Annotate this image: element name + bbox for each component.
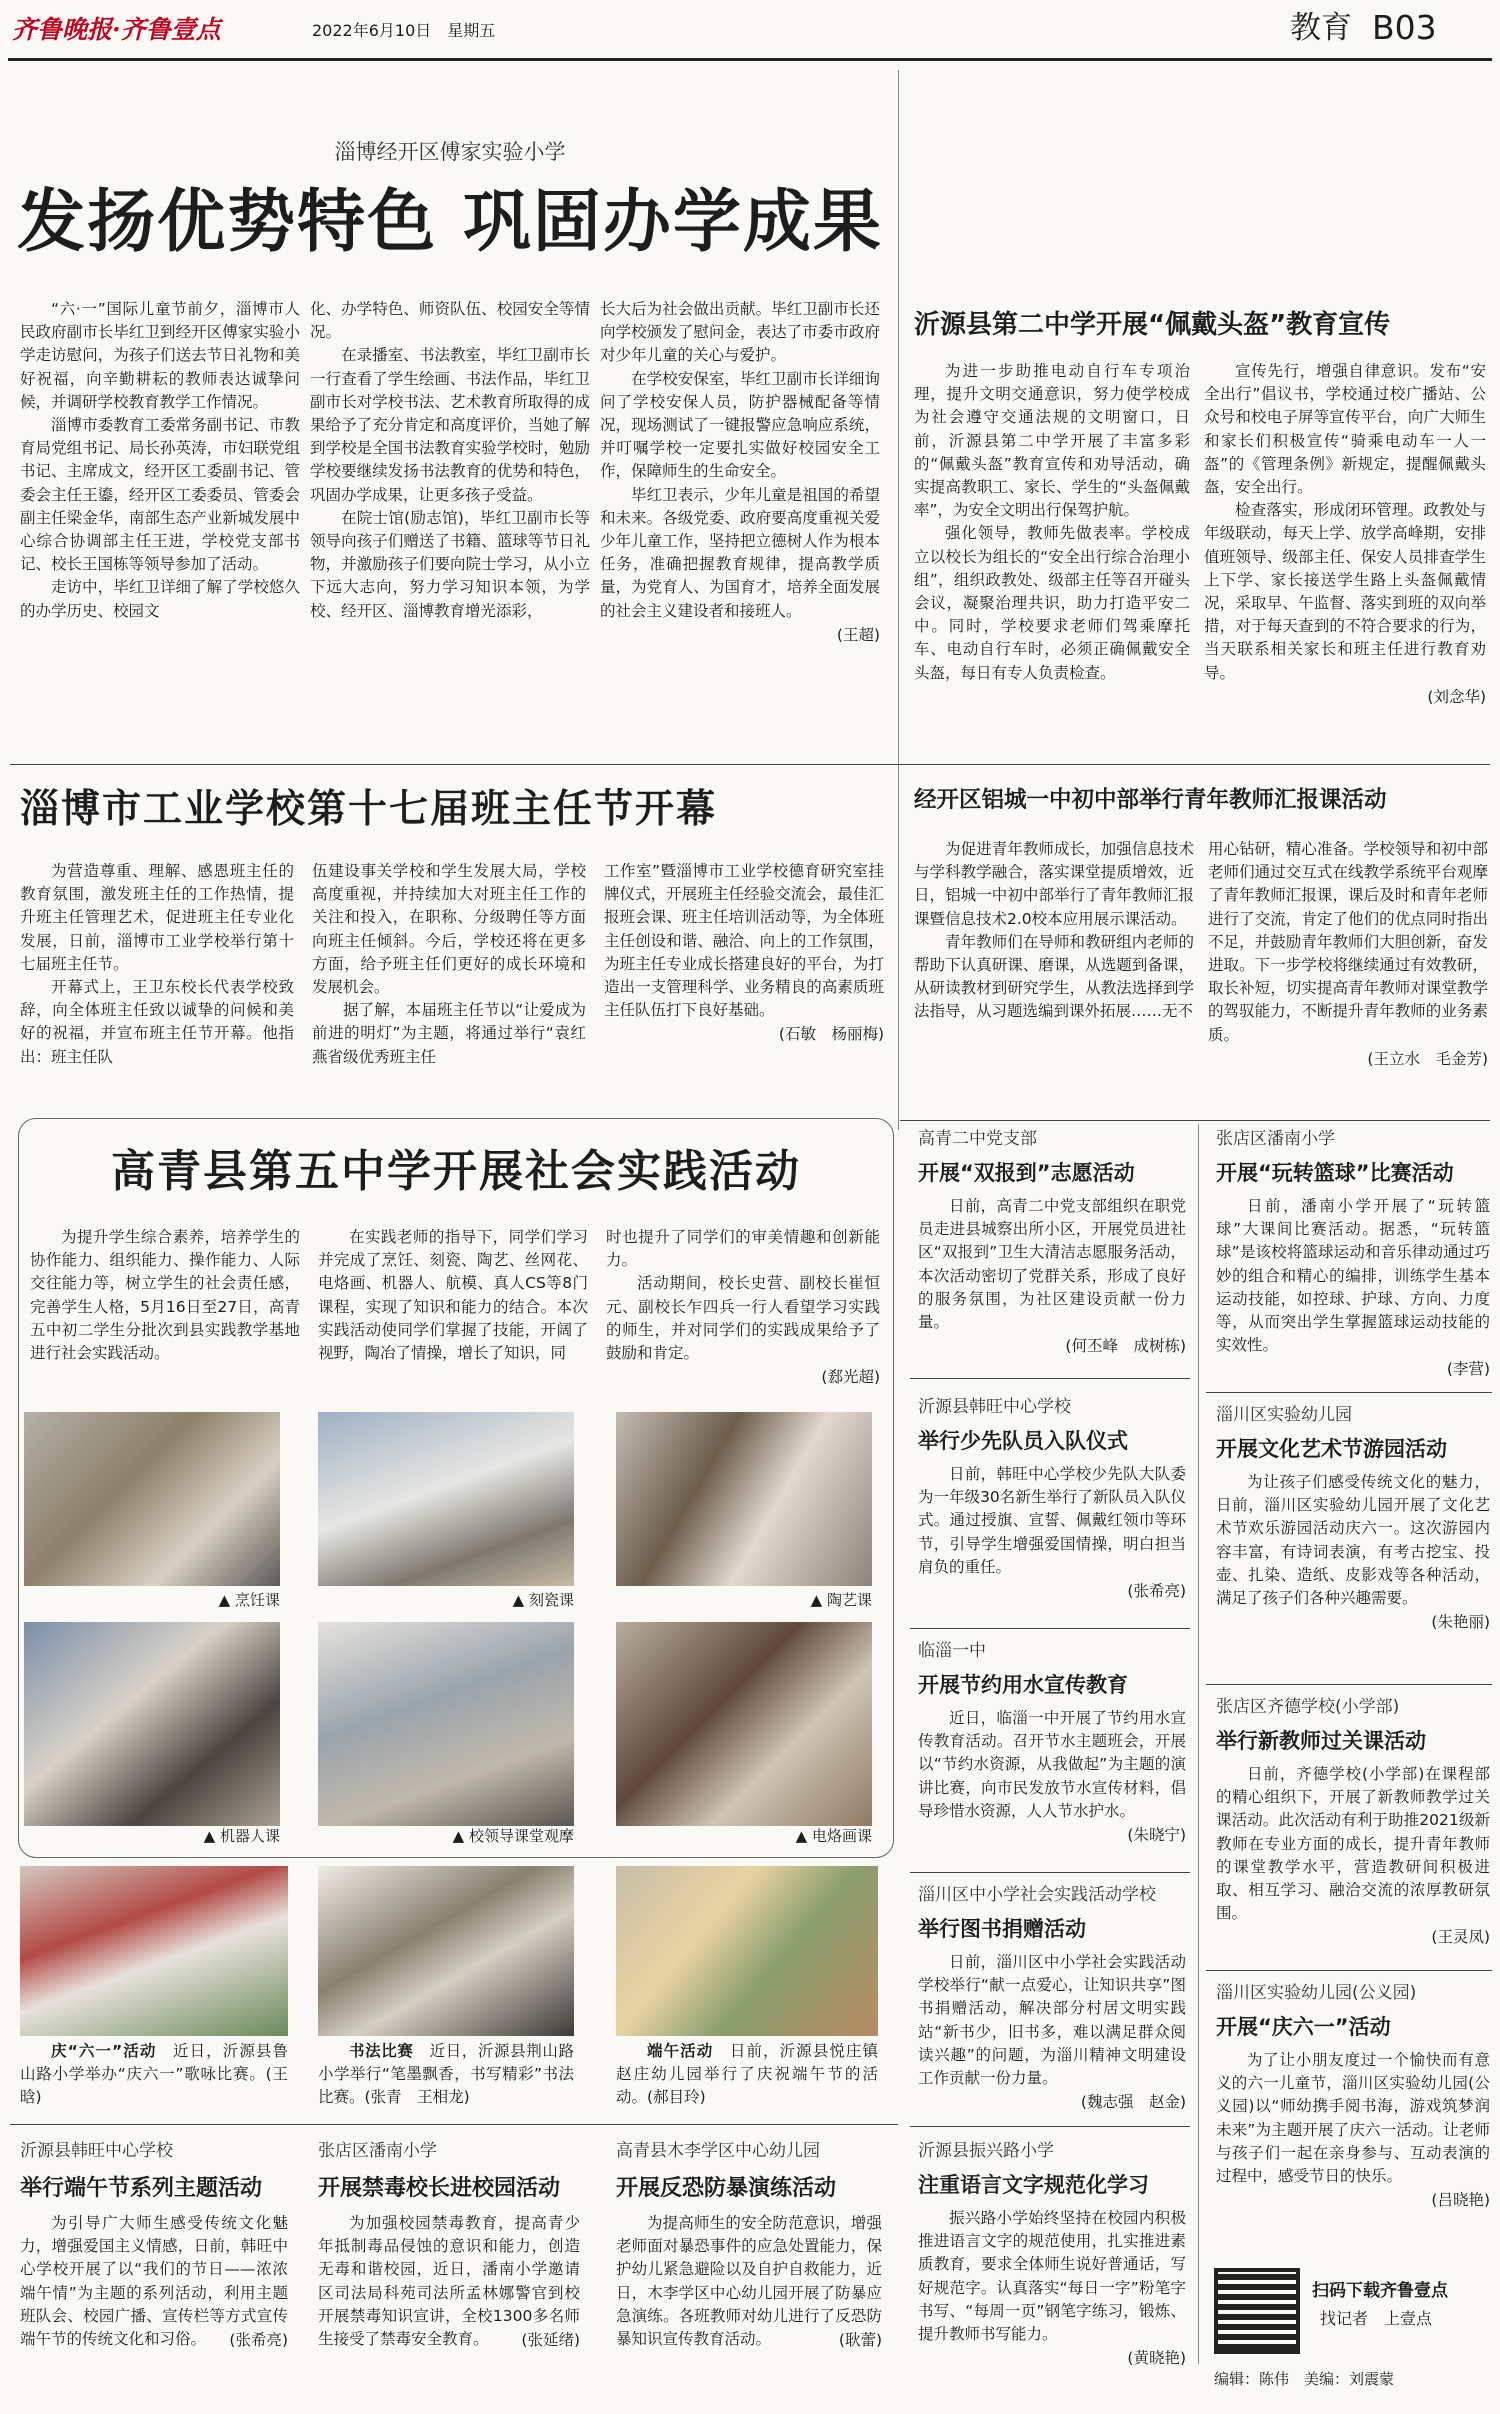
brief-mid-1: 高青二中党支部 开展“双报到”志愿活动 日前，高青二中党支部组织在职党员走进县城察出所小区，开展党员进社区“双报到”卫生大清洁志愿服务活动，本次活动密切了党群关系，形成了良好的服务氛围，为社区建设贡献一份力量。 (何丕峰 成树栋) (918, 1129, 1186, 1356)
a1-col1: “六·一”国际儿童节前夕，淄博市人民政府副市长毕红卫到经开区傅家实验小学走访慰问，为孩子们送去节日礼物和美好祝福，向辛勤耕耘的教师表达诚挚问候，并调研学校教育教学工作情况。 淄博市委教育工委常务副书记、市教育局党组书记、局长孙英涛，市妇联党组书记、主席成文，经开区工委副书记、管委会主任王鎏，经开区工委委员、管委会副主任梁金华，南部生态产业新城发展中心综合协调部主任王进，学校党支部书记、校长王国栋等领导参加了活动。 走访中，毕红卫详细了解了学校悠久的办学历史、校园文 (20, 300, 300, 620)
a1-kicker: 淄博经开区傅家实验小学 (334, 140, 566, 164)
qr-code[interactable] (1214, 2268, 1300, 2354)
section-name: 教育 (1290, 10, 1352, 46)
photo-porcelain (318, 1412, 574, 1586)
a4-title: 经开区铝城一中初中部举行青年教师汇报课活动 (914, 787, 1387, 813)
brief-right-1: 张店区潘南小学 开展“玩转篮球”比赛活动 日前，潘南小学开展了“玩转篮球”大课间比赛活动。据悉，“玩转篮球”是该校将篮球运动和音乐律动通过巧妙的组合和精心的编排，训练学生基本运动技能，如控球、护球、方向、力度等，从而突出学生掌握篮球运动技能的实效性。 (李营) (1216, 1129, 1490, 1379)
caption-pyrography: ▲ 电烙画课 (795, 1827, 872, 1845)
divider (10, 2124, 898, 2125)
a5-col1: 为提升学生综合素养，培养学生的协作能力、组织能力、操作能力、人际交往能力等，树立学生的社会责任感，完善学生人格，5月16日至27日，高青五中初二学生分批次到县实践教学基地进行社会实践活动。 (30, 1228, 300, 1363)
caption-robot: ▲ 机器人课 (203, 1827, 280, 1845)
photo-calligraphy (318, 1866, 574, 2036)
divider (910, 1378, 1190, 1379)
a3-col3: 工作室”暨淄博市工业学校德育研究室挂牌仪式，开展班主任经验交流会，最佳汇报班会课、班主任培训活动等，为全体班主任创设和谐、融洽、向上的工作氛围，为班主任专业成长搭建良好的平台，为打造出一支管理科学、业务精良的高素质班主任队伍打下良好基础。 (石敏 杨丽梅) (604, 862, 884, 1044)
a3-col2: 伍建设事关学校和学生发展大局，学校高度重视，并持续加大对班主任工作的关注和投入，在职称、分级聘任等方面向班主任倾斜。今后，学校还将在更多方面，给予班主任们更好的成长环境和发展机会。 据了解，本届班主任节以“让爱成为前进的明灯”为主题，将通过举行“袁红燕省级优秀班主任 (312, 862, 586, 1066)
masthead-logo: 齐鲁晚报·齐鲁壹点 (12, 15, 221, 44)
photo-children-day-caption: 庆“六一”活动 近日，沂源县鲁山路小学举办“庆六一”歌咏比赛。(王晗) (20, 2042, 288, 2107)
reporter-line: 找记者 上壹点 (1320, 2309, 1433, 2328)
caption-cooking: ▲ 烹饪课 (218, 1591, 280, 1609)
a2-col2: 宣传先行，增强自律意识。发布“安全出行”倡议书，学校通过校广播站、公众号和校电子屏等宣传平台，向广大师生和家长们积极宣传“骑乘电动车一人一盔”的《管理条例》新规定，提醒佩戴头盔，安全出行。 检查落实，形成闭环管理。政教处与年级联动，每天上学、放学高峰期，安排值班领导、级部主任、保安人员排查学生上下学、家长接送学生路上头盔佩戴情况，采取早、午监督、落实到班的双向举措，对于每天查到的不符合要求的行为，当天联系相关家长和班主任进行教育劝导。 (刘念华) (1204, 362, 1486, 706)
caption-porcelain: ▲ 刻瓷课 (512, 1591, 574, 1609)
brief-mid-2: 沂源县韩旺中心学校 举行少先队员入队仪式 日前，韩旺中心学校少先队大队委为一年级30名新生举行了新队员入队仪式。通过授旗、宣誓、佩戴红领巾等环节，引导学生增强爱国情操，明白担当肩负的重任。 (张希亮) (918, 1397, 1186, 1601)
photo-robot (24, 1622, 280, 1826)
photo-pyrography (616, 1622, 872, 1826)
photo-cooking (24, 1412, 280, 1586)
divider (1198, 1124, 1199, 2364)
a1-title: 发扬优势特色 巩固办学成果 (17, 182, 883, 262)
photo-dragon-boat (616, 1866, 878, 2036)
a2-col1: 为进一步助推电动自行车专项治理，提升文明交通意识，努力使学校成为社会遵守交通法规的文明窗口，日前，沂源县第二中学开展了丰富多彩的“佩戴头盔”教育宣传和劝导活动，确实提高教职工、家长、学生的“头盔佩戴率”，为安全文明出行保驾护航。 强化领导，教师先做表率。学校成立以校长为组长的“安全出行综合治理小组”，组织政教处、级部主任等召开碰头会议，凝聚治理共识，助力打造平安二中。同时，学校要求老师们驾乘摩托车、电动自行车时，必须正确佩戴安全头盔，每日有专人负责检查。 (914, 362, 1190, 682)
divider (1206, 1392, 1492, 1393)
divider (1206, 1684, 1492, 1685)
photo-calligraphy-caption: 书法比赛 近日，沂源县荆山路小学举行“笔墨飘香，书写精彩”书法比赛。(张青 王相龙) (318, 2042, 574, 2107)
issue-date: 2022年6月10日 星期五 (312, 21, 496, 40)
editor-line: 编辑：陈伟 美编：刘震蒙 (1214, 2370, 1395, 2388)
caption-observation: ▲ 校领导课堂观摩 (452, 1827, 574, 1845)
a5-col3: 时也提升了同学们的审美情趣和创新能力。 活动期间，校长史营、副校长崔恒元、副校长乍四兵一行人看望学习实践的师生，并对同学们的实践成果给予了鼓励和肯定。 (郄光超) (606, 1228, 880, 1387)
divider (898, 70, 899, 1130)
divider (910, 1872, 1190, 1873)
a4-col1: 为促进青年教师成长，加强信息技术与学科教学融合，落实课堂提质增效，近日，铝城一中初中部举行了青年教师汇报课暨信息技术2.0校本应用展示课活动。 青年教师们在导师和教研组内老师的帮助下认真研课、磨课，从选题到备课，从研读教材到研究学生，从教法选择到学法指导，从习题选编到课外拓展……无不 (914, 840, 1194, 1021)
a5-title: 高青县第五中学开展社会实践活动 (111, 1146, 801, 1197)
photo-observation (318, 1622, 574, 1826)
brief-bottom-2: 张店区潘南小学 开展禁毒校长进校园活动 为加强校园禁毒教育，提高青少年抵制毒品侵蚀的意识和能力，创造无毒和谐校园，近日，潘南小学邀请区司法局科苑司法所孟林娜警官到校开展禁毒知识宣讲，全校1300多名师生接受了禁毒安全教育。 (张延绪) (318, 2141, 580, 2350)
brief-mid-3: 临淄一中 开展节约用水宣传教育 近日，临淄一中开展了节约用水宣传教育活动。召开节水主题班会，开展以“节约水资源，从我做起”为主题的演讲比赛，向市民发放节水宣传材料，倡导珍惜水资源，人人节水护水。 (朱晓宁) (918, 1641, 1186, 1845)
photo-children-day (20, 1866, 288, 2036)
a3-title: 淄博市工业学校第十七届班主任节开幕 (20, 786, 718, 832)
a4-col2: 用心钻研，精心准备。学校领导和初中部老师们通过交互式在线教学系统平台观摩了青年教师汇报课，课后及时和青年老师进行了交流，肯定了他们的优点同时指出不足，并鼓励青年教师们大胆创新，奋发进取。下一步学校将继续通过有效教研，取长补短，切实提高青年教师对课堂教学的驾驭能力，不断提升青年教师的业务素质。 (王立水 毛金芳) (1208, 840, 1488, 1068)
page-number: B03 (1372, 8, 1437, 47)
divider (10, 764, 1490, 765)
divider (910, 1628, 1190, 1629)
a1-col2: 化、办学特色、师资队伍、校园安全等情况。 在录播室、书法教室，毕红卫副市长一行查看了学生绘画、书法作品，毕红卫副市长对学校书法、艺术教育所取得的成果给予了充分肯定和高度评价，当她了解到学校是全国书法教育实验学校时，勉励学校要继续发扬书法教育的优势和特色，巩固办学成果，让更多孩子受益。 在院士馆(励志馆)，毕红卫副市长等领导向孩子们赠送了书籍、篮球等节日礼物，并激励孩子们要向院士学习，从小立下远大志向，努力学习知识本领，为学校、经开区、淄博教育增光添彩， (310, 300, 590, 620)
brief-right-3: 张店区齐德学校(小学部) 举行新教师过关课活动 日前，齐德学校(小学部)在课程部的精心组织下，开展了新教师教学过关课活动。此次活动有利于助推2021级新教师在专业方面的成长，提升青年教师的课堂教学水平，营造教研间积极进取、相互学习、融洽交流的浓厚教研氛围。 (王灵凤) (1216, 1697, 1490, 1947)
brief-right-4: 淄川区实验幼儿园(公义园) 开展“庆六一”活动 为了让小朋友度过一个愉快而有意义的六一儿童节，淄川区实验幼儿园(公义园)以“师幼携手阅书海，游戏筑梦润未来”为主题开展了庆六一活动。让老师与孩子们一起在亲身参与、互动表演的过程中，感受节日的快乐。 (吕晓艳) (1216, 1983, 1490, 2210)
brief-right-2: 淄川区实验幼儿园 开展文化艺术节游园活动 为让孩子们感受传统文化的魅力，日前，淄川区实验幼儿园开展了文化艺术节欢乐游园活动庆六一。这次游园内容丰富，有诗词表演，有考古挖宝、投壶、扎染、造纸、皮影戏等各种活动，满足了孩子们各种兴趣需要。 (朱艳丽) (1216, 1405, 1490, 1632)
qr-label: 扫码下载齐鲁壹点 (1312, 2281, 1448, 2301)
divider (1206, 1970, 1492, 1971)
header-rule (8, 58, 1492, 61)
brief-bottom-3: 高青县木李学区中心幼儿园 开展反恐防暴演练活动 为提高师生的安全防范意识，增强老师面对暴恐事件的应急处置能力，保护幼儿紧急避险以及自护自救能力，近日，木李学区中心幼儿园开展了防暴应急演练。各班教师对幼儿进行了反恐防暴知识宣传教育活动。 (耿蕾) (616, 2141, 882, 2350)
caption-pottery: ▲ 陶艺课 (810, 1591, 872, 1609)
a3-col1: 为营造尊重、理解、感恩班主任的教育氛围，激发班主任的工作热情，提升班主任管理艺术，促进班主任专业化发展，日前，淄博市工业学校举行第十七届班主任节。 开幕式上，王卫东校长代表学校致辞，向全体班主任致以诚挚的问候和美好的祝福，并宣布班主任节开幕。他指出：班主任队 (20, 862, 294, 1066)
brief-bottom-1: 沂源县韩旺中心学校 举行端午节系列主题活动 为引导广大师生感受传统文化魅力，增强爱国主义情感，日前，韩旺中心学校开展了以“我们的节日——浓浓端午情”为主题的系列活动，利用主题班队会、校园广播、宣传栏等方式宣传端午节的传统文化和习俗。 (张希亮) (20, 2141, 288, 2350)
divider (900, 1120, 1490, 1121)
brief-mid-4: 淄川区中小学社会实践活动学校 举行图书捐赠活动 日前，淄川区中小学社会实践活动学校举行“献一点爱心，让知识共享”图书捐赠活动，解决部分村居文明实践站“新书少，旧书多，难以满足群众阅读兴趣”的问题，为淄川精神文明建设工作贡献一份力量。 (魏志强 赵金) (918, 1885, 1186, 2112)
photo-pottery (616, 1412, 872, 1586)
brief-mid-5: 沂源县振兴路小学 注重语言文字规范化学习 振兴路小学始终坚持在校园内积极推进语言文字的规范使用，扎实推进素质教育，要求全体师生说好普通话，写好规范字。认真落实“每日一字”粉笔字书写、“每周一页”钢笔字练习，锻炼、提升教师书写能力。 (黄晓艳) (918, 2141, 1186, 2368)
a2-title: 沂源县第二中学开展“佩戴头盔”教育宣传 (914, 310, 1391, 340)
a5-col2: 在实践老师的指导下，同学们学习并完成了烹饪、刻瓷、陶艺、丝网花、电烙画、机器人、航模、真人CS等8门课程，实现了知识和能力的结合。本次实践活动使同学们掌握了技能，开阔了视野，陶冶了情操，增长了知识，同 (318, 1228, 588, 1363)
photo-dragon-boat-caption: 端午活动 日前，沂源县悦庄镇赵庄幼儿园举行了庆祝端午节的活动。(郝目玲) (616, 2042, 878, 2107)
divider (910, 2126, 1190, 2127)
a1-col3: 长大后为社会做出贡献。毕红卫副市长还向学校颁发了慰问金，表达了市委市政府对少年儿童的关心与爱护。 在学校安保室，毕红卫副市长详细询问了学校安保人员，防护器械配备等情况，现场测试了一键报警应急响应系统，并叮嘱学校一定要扎实做好校园安全工作，保障师生的生命安全。 毕红卫表示，少年儿童是祖国的希望和未来。各级党委、政府要高度重视关爱少年儿童工作，坚持把立德树人作为根本任务，准确把握教育规律，提高教学质量，为党育人、为国育才，培养全面发展的社会主义建设者和接班人。 (王超) (600, 300, 880, 644)
